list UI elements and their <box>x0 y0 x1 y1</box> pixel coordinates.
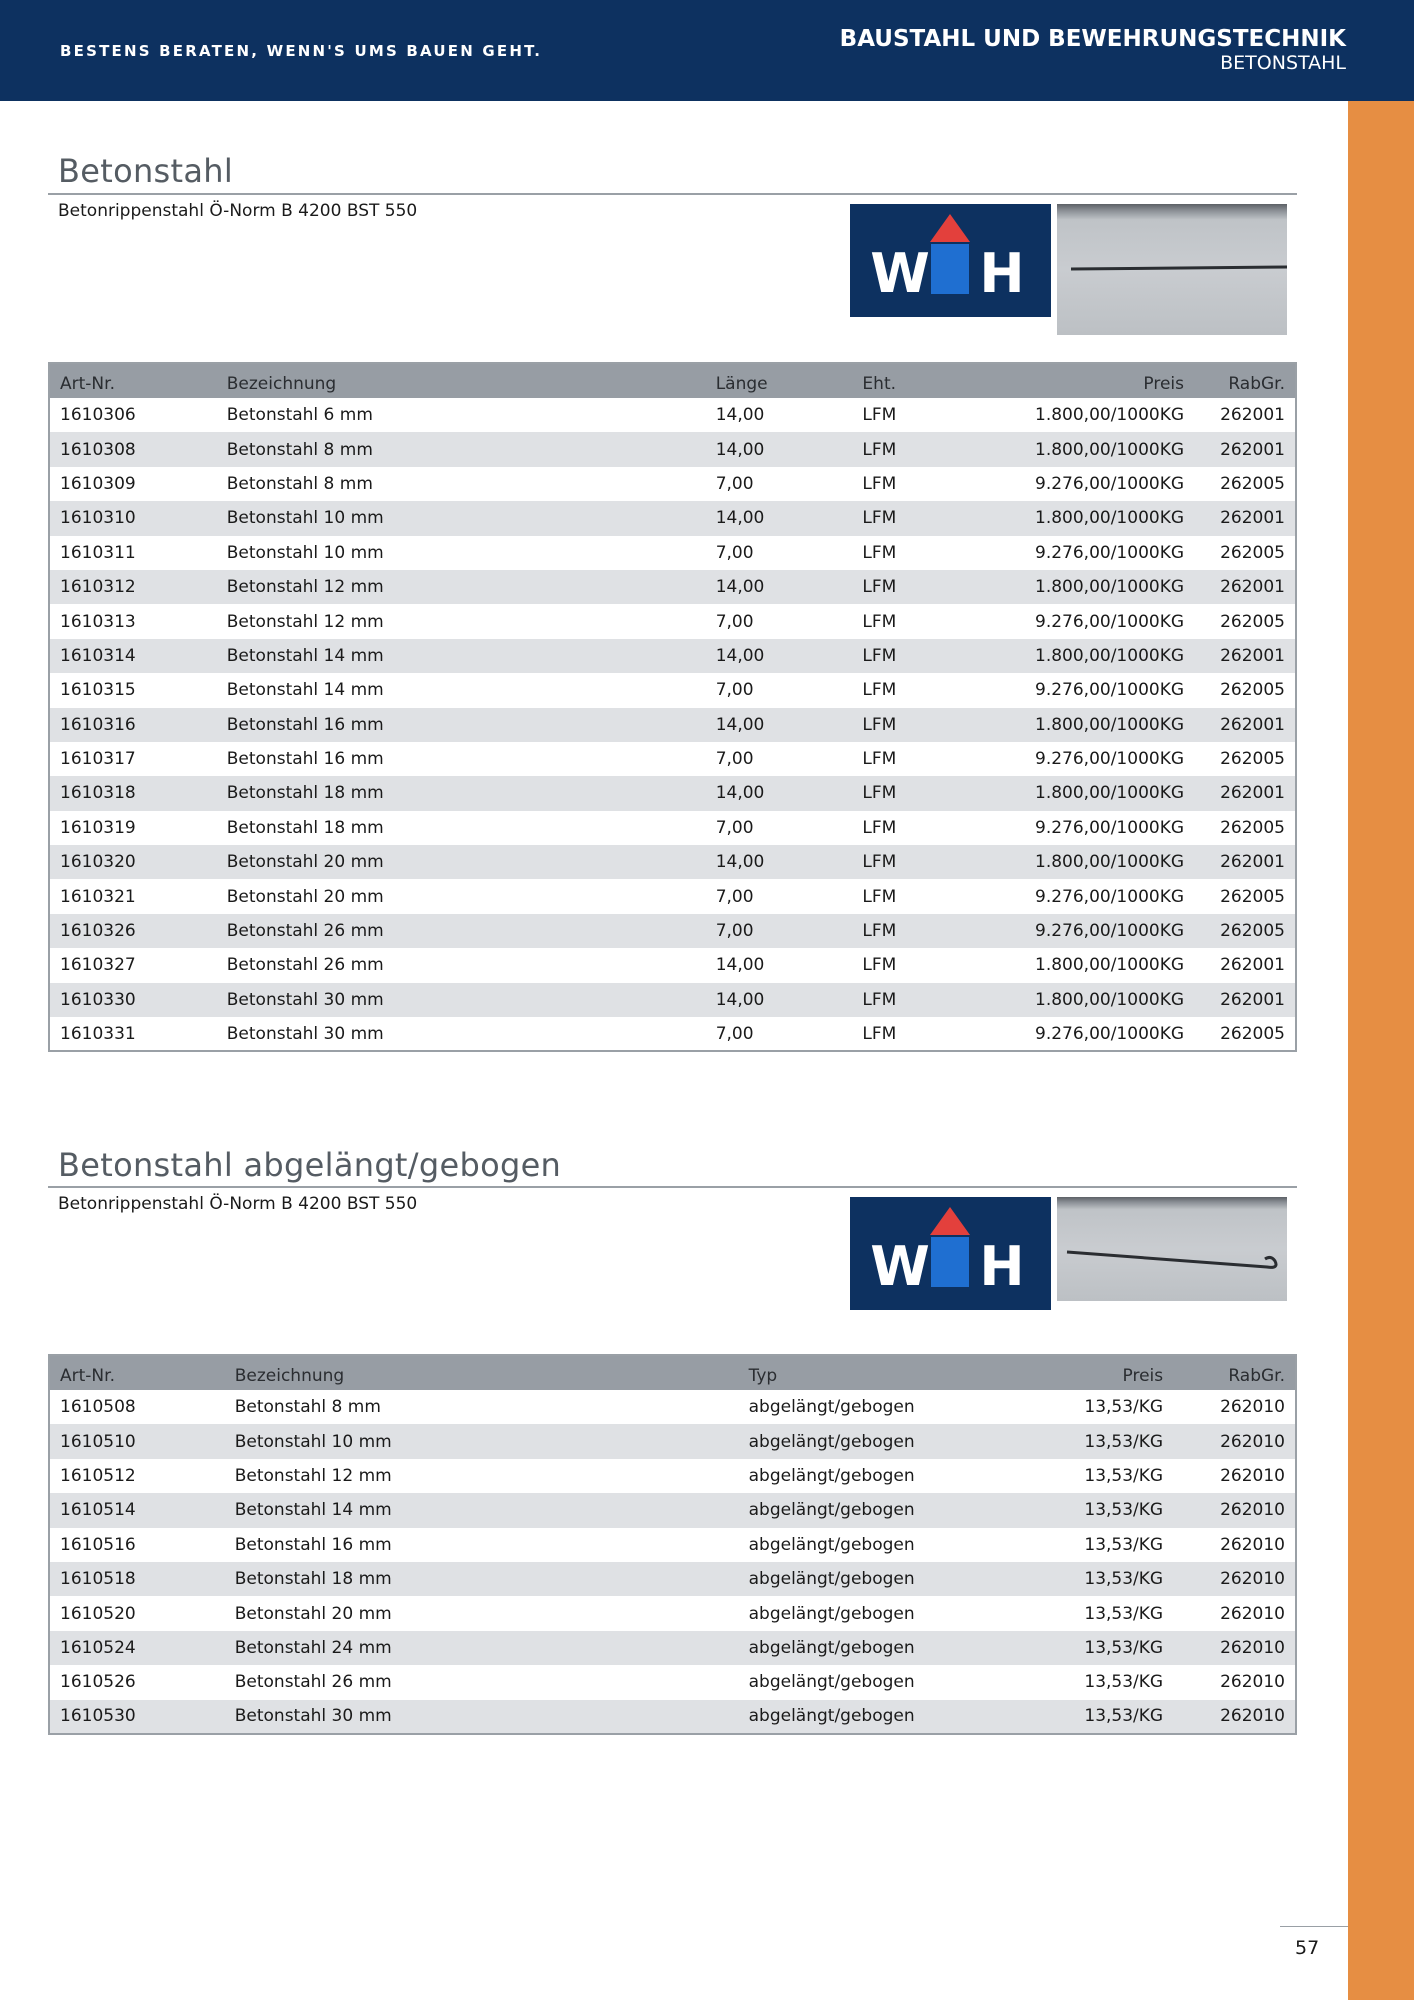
table-cell: 262010 <box>1220 1465 1285 1486</box>
table-row <box>49 1017 1296 1051</box>
col-header: RabGr. <box>1228 1366 1285 1386</box>
table-cell: LFM <box>862 439 897 460</box>
table-cell: LFM <box>862 542 897 563</box>
table-cell: 9.276,00/1000KG <box>1035 473 1185 494</box>
table-cell: Betonstahl 16 mm <box>226 749 384 770</box>
orange-side-bar <box>1348 101 1414 2000</box>
table-row <box>49 948 1296 982</box>
table-cell: Betonstahl 10 mm <box>234 1431 392 1452</box>
table-cell: 262010 <box>1220 1397 1285 1418</box>
table-row <box>49 1665 1296 1699</box>
table-cell: 1.800,00/1000KG <box>1035 439 1185 460</box>
table-cell: 262005 <box>1220 1023 1285 1044</box>
table-cell: abgelängt/gebogen <box>748 1397 915 1418</box>
col-header: Preis <box>1122 1366 1164 1386</box>
logo-house-icon <box>931 244 969 294</box>
table-cell: 14,00 <box>715 577 765 598</box>
logo-roof-icon <box>930 1207 970 1235</box>
table-cell: 1610331 <box>60 1023 136 1044</box>
table-cell: 262001 <box>1220 989 1285 1010</box>
table-cell: 1610317 <box>60 749 136 770</box>
table-cell: 1.800,00/1000KG <box>1035 852 1185 873</box>
table-cell: 7,00 <box>715 817 754 838</box>
table-row <box>49 914 1296 948</box>
table-cell: 1610520 <box>60 1603 136 1624</box>
table-cell: 1610313 <box>60 611 136 632</box>
table-cell: 9.276,00/1000KG <box>1035 749 1185 770</box>
logo-letter-w: W <box>870 1235 930 1298</box>
section-title-abgelaengt: Betonstahl abgelängt/gebogen <box>58 1146 562 1184</box>
table-cell: 1610309 <box>60 473 136 494</box>
table-cell: 262010 <box>1220 1672 1285 1693</box>
table-cell: 14,00 <box>715 508 765 529</box>
table-cell: 262001 <box>1220 852 1285 873</box>
logo-letter-h: H <box>979 242 1025 305</box>
page-header <box>0 0 1414 101</box>
table-cell: 1610312 <box>60 577 136 598</box>
table-cell: 14,00 <box>715 439 765 460</box>
table-cell: 7,00 <box>715 611 754 632</box>
table-cell: Betonstahl 20 mm <box>226 886 384 907</box>
table-cell: 262005 <box>1220 749 1285 770</box>
table-row <box>49 1424 1296 1458</box>
table-row <box>49 673 1296 707</box>
logo-letter-h: H <box>979 1235 1025 1298</box>
section-rule <box>48 1186 1297 1188</box>
table-cell: 9.276,00/1000KG <box>1035 1023 1185 1044</box>
table-cell: 13,53/KG <box>1084 1534 1164 1555</box>
table-cell: abgelängt/gebogen <box>748 1569 915 1590</box>
table-cell: 262001 <box>1220 645 1285 666</box>
table-cell: LFM <box>862 577 897 598</box>
table-cell: 14,00 <box>715 405 765 426</box>
table-cell: 262010 <box>1220 1637 1285 1658</box>
table-cell: Betonstahl 18 mm <box>234 1569 392 1590</box>
table-cell: 262010 <box>1220 1534 1285 1555</box>
table-header-row <box>49 1355 1296 1390</box>
col-header: Bezeichnung <box>226 374 337 394</box>
table-cell: 1610311 <box>60 542 136 563</box>
table-cell: 7,00 <box>715 473 754 494</box>
table-cell: LFM <box>862 955 897 976</box>
table-row <box>49 1631 1296 1665</box>
table-cell: Betonstahl 14 mm <box>226 680 384 701</box>
table-cell: 262010 <box>1220 1603 1285 1624</box>
table-cell: LFM <box>862 749 897 770</box>
table-cell: 262001 <box>1220 577 1285 598</box>
table-row <box>49 845 1296 879</box>
table-row <box>49 501 1296 535</box>
table-cell: 1610314 <box>60 645 136 666</box>
table-cell: 1.800,00/1000KG <box>1035 955 1185 976</box>
logo-letter-w: W <box>870 242 930 305</box>
table-cell: abgelängt/gebogen <box>748 1465 915 1486</box>
wh-logo <box>850 204 1051 317</box>
table-cell: 1610326 <box>60 921 136 942</box>
table-row <box>49 1493 1296 1527</box>
table-cell: 1610308 <box>60 439 136 460</box>
table-cell: 1.800,00/1000KG <box>1035 989 1185 1010</box>
table-cell: Betonstahl 26 mm <box>226 955 384 976</box>
table-cell: Betonstahl 20 mm <box>234 1603 392 1624</box>
table-cell: 262010 <box>1220 1431 1285 1452</box>
table-cell: 1.800,00/1000KG <box>1035 508 1185 529</box>
table-cell: 262005 <box>1220 473 1285 494</box>
col-header: RabGr. <box>1228 374 1285 394</box>
table-cell: abgelängt/gebogen <box>748 1706 915 1727</box>
table-cell: 1610315 <box>60 680 136 701</box>
table-cell: abgelängt/gebogen <box>748 1603 915 1624</box>
table-row <box>49 398 1296 432</box>
table-cell: LFM <box>862 405 897 426</box>
table-cell: 262010 <box>1220 1569 1285 1590</box>
table-cell: 262001 <box>1220 955 1285 976</box>
table-cell: 1610316 <box>60 714 136 735</box>
table-cell: 1610524 <box>60 1637 136 1658</box>
table-cell: 262001 <box>1220 439 1285 460</box>
col-header: Länge <box>715 374 768 394</box>
table-row <box>49 639 1296 673</box>
table-cell: 262001 <box>1220 405 1285 426</box>
table-cell: Betonstahl 12 mm <box>226 577 384 598</box>
table-cell: 7,00 <box>715 1023 754 1044</box>
table-cell: 1610327 <box>60 955 136 976</box>
header-title: BAUSTAHL UND BEWEHRUNGSTECHNIK <box>839 26 1346 52</box>
table-cell: 9.276,00/1000KG <box>1035 817 1185 838</box>
table-cell: Betonstahl 8 mm <box>234 1397 381 1418</box>
table-cell: 1610310 <box>60 508 136 529</box>
table-cell: 7,00 <box>715 749 754 770</box>
table-row <box>49 604 1296 638</box>
table-cell: Betonstahl 14 mm <box>234 1500 392 1521</box>
table-betonstahl-abgelaengt <box>48 1354 1297 1735</box>
table-cell: abgelängt/gebogen <box>748 1637 915 1658</box>
table-row <box>49 1700 1296 1734</box>
section-subtitle: Betonrippenstahl Ö-Norm B 4200 BST 550 <box>58 201 418 221</box>
table-row <box>49 1528 1296 1562</box>
logo-house-icon <box>931 1237 969 1287</box>
table-row <box>49 570 1296 604</box>
table-row <box>49 742 1296 776</box>
table-cell: abgelängt/gebogen <box>748 1534 915 1555</box>
table-cell: 1610516 <box>60 1534 136 1555</box>
table-cell: LFM <box>862 473 897 494</box>
table-cell: LFM <box>862 714 897 735</box>
table-cell: abgelängt/gebogen <box>748 1500 915 1521</box>
table-cell: 13,53/KG <box>1084 1397 1164 1418</box>
table-cell: Betonstahl 10 mm <box>226 542 384 563</box>
table-betonstahl <box>48 362 1297 1052</box>
table-row <box>49 467 1296 501</box>
table-cell: 7,00 <box>715 680 754 701</box>
table-cell: 13,53/KG <box>1084 1603 1164 1624</box>
table-cell: 262001 <box>1220 508 1285 529</box>
table-cell: Betonstahl 26 mm <box>226 921 384 942</box>
product-photo-bent-rebar <box>1057 1197 1287 1301</box>
product-photo-straight-rebar <box>1057 204 1287 335</box>
table-cell: 1.800,00/1000KG <box>1035 645 1185 666</box>
col-header: Art-Nr. <box>60 1366 115 1386</box>
table-cell: 1.800,00/1000KG <box>1035 577 1185 598</box>
table-cell: 14,00 <box>715 645 765 666</box>
table-cell: Betonstahl 12 mm <box>234 1465 392 1486</box>
table-cell: LFM <box>862 611 897 632</box>
table-cell: Betonstahl 30 mm <box>226 989 384 1010</box>
table-cell: 1610526 <box>60 1672 136 1693</box>
table-row <box>49 1596 1296 1630</box>
table-cell: Betonstahl 24 mm <box>234 1637 392 1658</box>
table-cell: 1610318 <box>60 783 136 804</box>
col-header: Preis <box>1143 374 1185 394</box>
table-row <box>49 1390 1296 1424</box>
table-cell: 13,53/KG <box>1084 1465 1164 1486</box>
table-cell: Betonstahl 10 mm <box>226 508 384 529</box>
table-cell: 9.276,00/1000KG <box>1035 542 1185 563</box>
rebar-bent-icon <box>1067 1252 1276 1267</box>
table-cell: 1610510 <box>60 1431 136 1452</box>
table-row <box>49 708 1296 742</box>
table-cell: Betonstahl 18 mm <box>226 817 384 838</box>
table-cell: 1.800,00/1000KG <box>1035 714 1185 735</box>
table-cell: Betonstahl 14 mm <box>226 645 384 666</box>
table-cell: 9.276,00/1000KG <box>1035 680 1185 701</box>
table-cell: Betonstahl 8 mm <box>226 439 373 460</box>
table-cell: 13,53/KG <box>1084 1500 1164 1521</box>
table-cell: LFM <box>862 508 897 529</box>
table-cell: LFM <box>862 1023 897 1044</box>
header-slogan: BESTENS BERATEN, WENN'S UMS BAUEN GEHT. <box>60 42 543 60</box>
table-cell: Betonstahl 16 mm <box>226 714 384 735</box>
table-cell: LFM <box>862 886 897 907</box>
table-cell: 1610518 <box>60 1569 136 1590</box>
table-cell: 1610514 <box>60 1500 136 1521</box>
col-header: Art-Nr. <box>60 374 115 394</box>
table-cell: Betonstahl 30 mm <box>226 1023 384 1044</box>
table-cell: LFM <box>862 645 897 666</box>
table-cell: 9.276,00/1000KG <box>1035 921 1185 942</box>
table-cell: LFM <box>862 921 897 942</box>
table-row <box>49 1459 1296 1493</box>
table-cell: 13,53/KG <box>1084 1672 1164 1693</box>
table-cell: 262005 <box>1220 817 1285 838</box>
table-cell: 262005 <box>1220 886 1285 907</box>
table-cell: 9.276,00/1000KG <box>1035 886 1185 907</box>
col-header: Eht. <box>862 374 897 394</box>
header-subtitle: BETONSTAHL <box>1220 52 1346 74</box>
col-header: Typ <box>748 1366 778 1386</box>
section-title-betonstahl: Betonstahl <box>58 152 234 190</box>
table-cell: 13,53/KG <box>1084 1706 1164 1727</box>
col-header: Bezeichnung <box>234 1366 345 1386</box>
table-cell: 262001 <box>1220 783 1285 804</box>
logo-roof-icon <box>930 214 970 242</box>
table-row <box>49 879 1296 913</box>
page-number-rule <box>1280 1926 1348 1927</box>
table-row <box>49 776 1296 810</box>
rebar-straight-icon <box>1071 267 1287 269</box>
table-cell: 262005 <box>1220 542 1285 563</box>
table-cell: 1610321 <box>60 886 136 907</box>
table-cell: 13,53/KG <box>1084 1637 1164 1658</box>
table-cell: 7,00 <box>715 886 754 907</box>
table-cell: LFM <box>862 852 897 873</box>
table-cell: 262005 <box>1220 611 1285 632</box>
table-cell: Betonstahl 26 mm <box>234 1672 392 1693</box>
table-cell: 262001 <box>1220 714 1285 735</box>
table-cell: 14,00 <box>715 955 765 976</box>
table-cell: 262005 <box>1220 680 1285 701</box>
table-cell: Betonstahl 30 mm <box>234 1706 392 1727</box>
table-cell: 13,53/KG <box>1084 1569 1164 1590</box>
table-cell: Betonstahl 6 mm <box>226 405 373 426</box>
table-row <box>49 432 1296 466</box>
table-cell: 1610530 <box>60 1706 136 1727</box>
table-cell: Betonstahl 16 mm <box>234 1534 392 1555</box>
table-cell: 14,00 <box>715 989 765 1010</box>
table-cell: 262005 <box>1220 921 1285 942</box>
table-cell: LFM <box>862 680 897 701</box>
table-cell: 13,53/KG <box>1084 1431 1164 1452</box>
table-row <box>49 811 1296 845</box>
table-cell: 7,00 <box>715 542 754 563</box>
table-cell: 262010 <box>1220 1706 1285 1727</box>
table-cell: Betonstahl 12 mm <box>226 611 384 632</box>
table-cell: 1.800,00/1000KG <box>1035 405 1185 426</box>
table-cell: Betonstahl 20 mm <box>226 852 384 873</box>
table-cell: abgelängt/gebogen <box>748 1431 915 1452</box>
table-cell: 14,00 <box>715 852 765 873</box>
table-cell: 1610508 <box>60 1397 136 1418</box>
table-cell: LFM <box>862 817 897 838</box>
table-cell: Betonstahl 18 mm <box>226 783 384 804</box>
table-cell: 14,00 <box>715 783 765 804</box>
table-cell: LFM <box>862 989 897 1010</box>
table-cell: 1610319 <box>60 817 136 838</box>
table-cell: LFM <box>862 783 897 804</box>
wh-logo <box>850 1197 1051 1310</box>
table-cell: 1610306 <box>60 405 136 426</box>
section-rule <box>48 193 1297 195</box>
table-cell: 9.276,00/1000KG <box>1035 611 1185 632</box>
table-row <box>49 1562 1296 1596</box>
table-cell: 1610512 <box>60 1465 136 1486</box>
table-cell: abgelängt/gebogen <box>748 1672 915 1693</box>
section-subtitle: Betonrippenstahl Ö-Norm B 4200 BST 550 <box>58 1194 418 1214</box>
table-row <box>49 983 1296 1017</box>
table-cell: 1610330 <box>60 989 136 1010</box>
table-row <box>49 536 1296 570</box>
table-cell: 14,00 <box>715 714 765 735</box>
table-cell: Betonstahl 8 mm <box>226 473 373 494</box>
table-header-row <box>49 363 1296 398</box>
page-number: 57 <box>1295 1937 1320 1959</box>
table-cell: 1610320 <box>60 852 136 873</box>
table-cell: 262010 <box>1220 1500 1285 1521</box>
table-cell: 1.800,00/1000KG <box>1035 783 1185 804</box>
table-cell: 7,00 <box>715 921 754 942</box>
